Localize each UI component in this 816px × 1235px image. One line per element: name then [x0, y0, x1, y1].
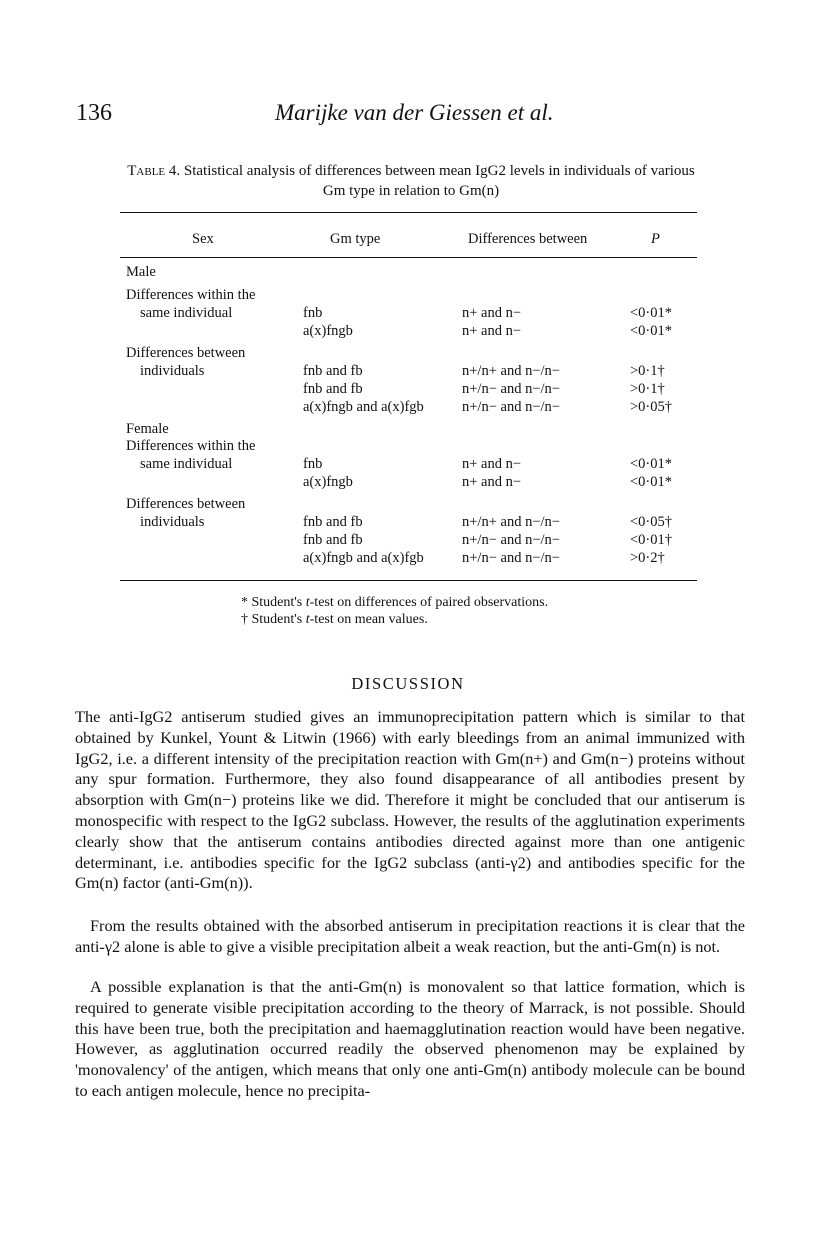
table-cell-gm: fnb: [303, 305, 323, 321]
footnote-text: -test on mean values.: [309, 612, 428, 627]
table-cell-gm: fnb and fb: [303, 363, 363, 379]
subgroup-label: Differences within the: [126, 438, 256, 454]
table-cell-diff: n+ and n−: [462, 323, 522, 339]
subgroup-label: Differences between: [126, 345, 246, 361]
footnote-text: t: [305, 595, 310, 610]
table-cell-diff: n+/n− and n−/n−: [462, 381, 560, 397]
table-cell-p: >0·1†: [630, 381, 665, 397]
column-header-gm-type: Gm type: [330, 231, 381, 247]
column-header-sex: Sex: [192, 231, 214, 247]
subgroup-label: same individual: [140, 456, 233, 472]
table-cell-p: <0·01*: [630, 474, 673, 490]
table-cell-p: <0·01*: [630, 305, 673, 321]
table-cell-diff: n+/n− and n−/n−: [462, 550, 560, 566]
table-caption-text: Statistical analysis of differences between mean IgG2 levels in individuals of various Gm type in relation to Gm(n): [183, 163, 695, 199]
group-label-male: Male: [126, 264, 156, 280]
footnote-text: † Student's: [241, 612, 306, 627]
table-cell-p: >0·2†: [630, 550, 665, 566]
table-cell-p: <0·01*: [630, 323, 673, 339]
body-paragraph: The anti-IgG2 antiserum studied gives an immunoprecipitation pattern which is similar to that obtained by Kunkel, Yount & Litwin (1966) with early bleedings from an animal immunized with IgG2, i.e. a different intensity of the precipitation reaction with Gm(n+) and Gm(n−) proteins without any spur formation. Furthermore, they also found disappearance of all antibodies present by absorption with Gm(n−) proteins like we did. Therefore it might be concluded that our antiserum is monospecific with respect to the IgG2 subclass. However, the results of the agglutination experiments clearly show that the antiserum contains antibodies directed against more than one antigenic determinant, i.e. antibodies specific for the IgG2 subclass (anti-γ2) and antibodies specific for the Gm(n) factor (anti-Gm(n)).: [75, 707, 745, 893]
footnote-paired: [241, 594, 548, 611]
subgroup-label: Differences within the: [126, 287, 256, 303]
table-cell-p: <0·01*: [630, 456, 673, 472]
body-paragraph: A possible explanation is that the anti-Gm(n) is monovalent so that lattice formation, which is required to generate visible precipitation according to the theory of Marrack, is not possible. Should this have been true, both the precipitation and haemagglutination reaction would have been negative. However, as agglutination occurred readily the observed phenomenon may be explained by 'monovalency' of the antigen, which means that only one anti-Gm(n) antibody molecule can be bound to each antigen molecule, hence no precipita-: [75, 977, 745, 1100]
subgroup-label: individuals: [140, 514, 205, 530]
table-cell-p: <0·01†: [630, 532, 673, 548]
table-cell-diff: n+/n− and n−/n−: [462, 532, 560, 548]
page-number: 136: [76, 100, 112, 126]
group-label-female: Female: [126, 421, 169, 437]
subgroup-label: Differences between: [126, 496, 246, 512]
table-cell-gm: fnb: [303, 456, 323, 472]
table-cell-p: <0·05†: [630, 514, 673, 530]
footnote-text: t: [305, 612, 310, 627]
table-header-rule: [120, 257, 697, 258]
table-cell-diff: n+ and n−: [462, 456, 522, 472]
table-cell-gm: fnb and fb: [303, 381, 363, 397]
body-paragraph: From the results obtained with the absorbed antiserum in precipitation reactions it is clear that the anti-γ2 alone is able to give a visible precipitation albeit a weak reaction, but the anti-Gm(n) is not.: [75, 916, 745, 956]
column-header-differences: Differences between: [468, 231, 588, 247]
footnote-mean: [241, 611, 428, 628]
subgroup-label: same individual: [140, 305, 233, 321]
table-cell-gm: a(x)fngb: [303, 474, 353, 490]
table-cell-gm: fnb and fb: [303, 514, 363, 530]
table-cell-diff: n+/n− and n−/n−: [462, 399, 560, 415]
subgroup-label: individuals: [140, 363, 205, 379]
table-cell-p: >0·05†: [630, 399, 673, 415]
table-cell-gm: a(x)fngb and a(x)fgb: [303, 399, 424, 415]
table-cell-diff: n+ and n−: [462, 305, 522, 321]
section-heading-discussion: DISCUSSION: [351, 674, 465, 693]
table-cell-diff: n+ and n−: [462, 474, 522, 490]
table-cell-diff: n+/n+ and n−/n−: [462, 363, 560, 379]
table-bottom-rule: [120, 580, 697, 581]
table-cell-gm: a(x)fngb: [303, 323, 353, 339]
column-header-p: P: [651, 231, 660, 247]
table-cell-gm: a(x)fngb and a(x)fgb: [303, 550, 424, 566]
table-cell-p: >0·1†: [630, 363, 665, 379]
footnote-text: * Student's: [241, 595, 306, 610]
running-head: Marijke van der Giessen et al.: [275, 100, 554, 125]
table-top-rule: [120, 212, 697, 213]
table-cell-diff: n+/n+ and n−/n−: [462, 514, 560, 530]
table-label: Table 4.: [127, 163, 181, 179]
table-caption: [124, 161, 698, 201]
table-cell-gm: fnb and fb: [303, 532, 363, 548]
footnote-text: -test on differences of paired observations.: [309, 595, 549, 610]
